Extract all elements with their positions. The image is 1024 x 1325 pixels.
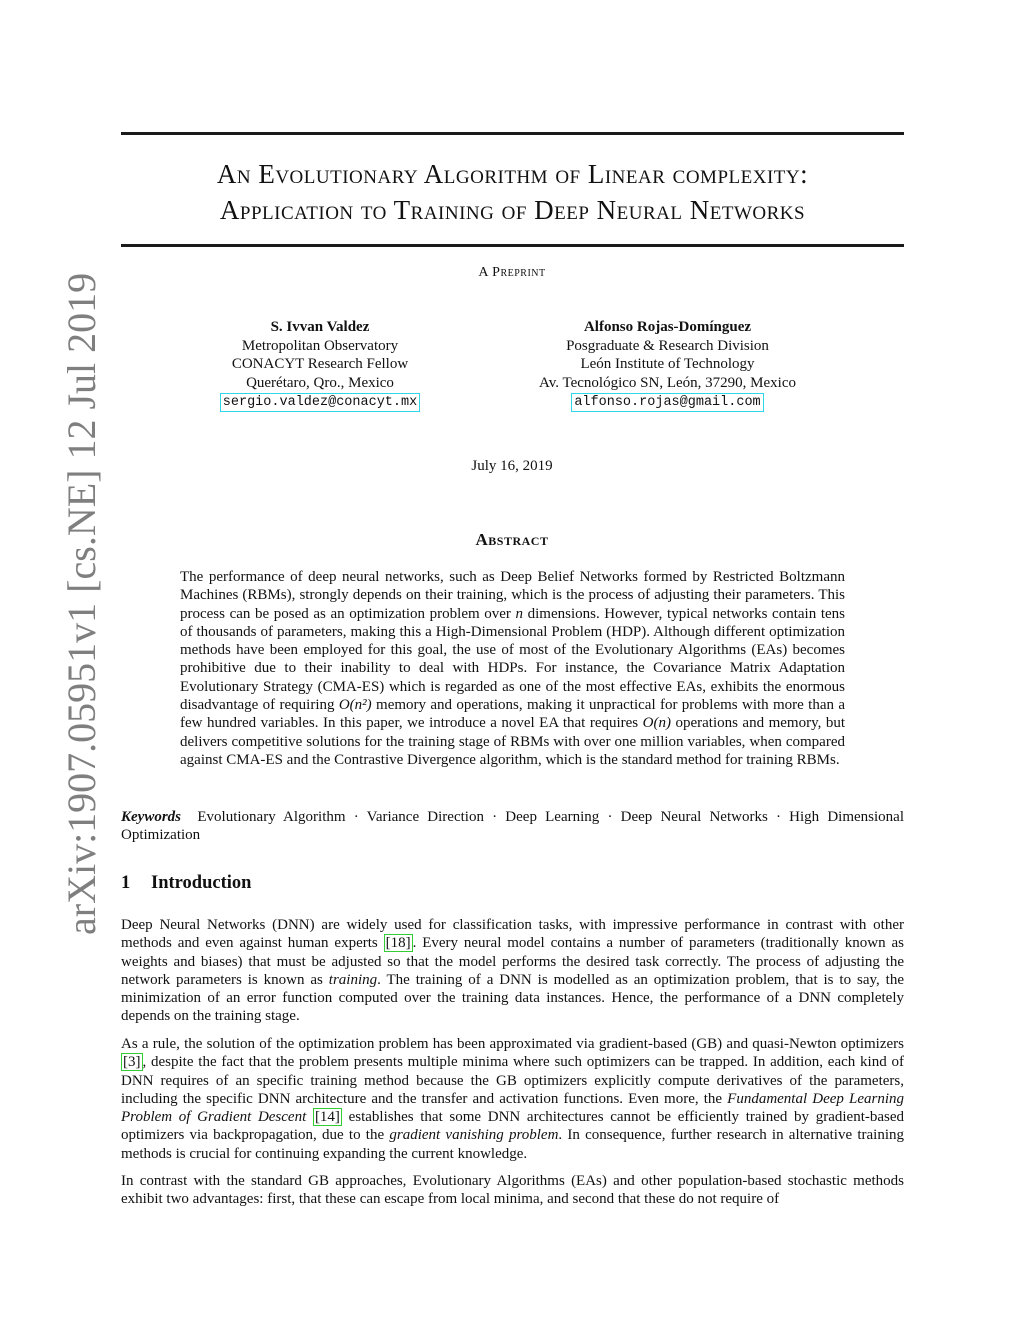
author-affiliation: CONACYT Research Fellow [231,356,409,372]
paragraph-text: , despite the fact that the problem presents multiple minima where such optimizers can be trapped. In addition, each kind of DNN requires of an specific training method because the GB optimizers explicitly compute derivatives of the parameters, including the specific DNN architecture and the transfer and activation functions. Even more, the [121,1054,904,1107]
title-line-1: An Evolutionary Algorithm of Linear complexity: [216,159,809,189]
author-block-1 [195,318,445,412]
keywords-label: Keywords [121,809,181,825]
author-block-2 [505,318,830,412]
author-email-link[interactable]: alfonso.rojas@gmail.com [571,393,763,412]
paragraph-text: establishes that some DNN architectures cannot be efficiently trained by gradient-based optimizers via backpropagation, due to the [121,1109,905,1144]
author-affiliation: Posgraduate & Research Division [566,337,769,354]
paragraph [121,916,904,1026]
title-line-2: Application to Training of Deep Neural Networks [219,195,806,225]
arxiv-sidebar [0,0,104,1325]
math-expression: O(n²) [338,697,372,714]
emphasis: training [328,971,378,988]
abstract-body [180,568,845,769]
paragraph-text: . Every neural model contains a number of parameters (traditionally known as weights and biases) that must be adjusted so that the model performs the desired task correctly. The process of adjusting the network parameters is known as [121,935,904,988]
author-affiliation: Querétaro, Qro., Mexico [246,374,394,391]
title-bottom-rule [121,244,904,247]
citation-link[interactable]: [3] [123,1054,141,1071]
abstract-text: operations and memory, but delivers competitive solutions for the training stage of RBMs with over one million variables, when compared against CMA-ES and the Contrastive Divergence algorithm, which is the standard method for training RBMs. [180,715,846,768]
paragraph-text: . The training of a DNN is modelled as an optimization problem, that is to say, the minimization of an error function computed over the training data instances. Hence, the performance of a DNN completely depends on the training stage. [121,971,904,1025]
author-name: Alfonso Rojas-Domínguez [583,319,752,335]
author-affiliation: León Institute of Technology [580,356,755,372]
author-affiliation: Av. Tecnológico SN, León, 37290, Mexico [539,374,796,391]
paragraph [121,1035,904,1163]
preprint-label: A Preprint [478,265,546,280]
author-email-link[interactable]: sergio.valdez@conacyt.mx [220,393,420,412]
paragraph-text: Deep Neural Networks (DNN) are widely used for classification tasks, with impressive performance in contrast with other methods and even against human experts [121,917,904,952]
math-expression: O(n) [642,715,671,732]
section-heading [121,873,251,894]
author-affiliation: Metropolitan Observatory [241,337,399,354]
keywords-text: Evolutionary Algorithm · Variance Direction · Deep Learning · Deep Neural Networks · High Dimensional Optimization [121,809,905,844]
abstract-text: memory and operations, making it unpractical for problems with more than a few hundred variables. In this paper, we introduce a novel EA that requires [180,697,846,732]
math-variable: n [515,605,524,622]
paragraph: In contrast with the standard GB approaches, Evolutionary Algorithms (EAs) and other population-based stochastic methods exhibit two advantages: first, that these can escape from local minima, and second that these do not require of [121,1173,904,1208]
emphasis: gradient vanishing problem [389,1127,559,1144]
abstract-heading: Abstract [475,530,549,549]
abstract-text: The performance of deep neural networks, such as Deep Belief Networks formed by Restricted Boltzmann Machines (RBMs), strongly depends on their training, which is the process of adjusting their parameters. This process can be posed as an optimization problem over [180,569,845,622]
publication-date: July 16, 2019 [471,458,553,474]
paragraph-text: . In consequence, further research in alternative training methods is crucial for continuing expanding the current knowledge. [121,1127,904,1162]
section-title: Introduction [151,873,252,893]
author-name: S. Ivvan Valdez [270,319,370,335]
citation-link[interactable]: [14] [314,1109,340,1126]
keywords [121,808,904,845]
paragraph-text [306,1109,313,1125]
title-top-rule [121,132,904,135]
emphasis: Fundamental Deep Learning Problem of Gradient Descent [121,1090,904,1126]
section-number: 1 [121,873,131,893]
paragraph-text: As a rule, the solution of the optimization problem has been approximated via gradient-based (GB) and quasi-Newton optimizers [121,1036,904,1052]
arxiv-identifier: arXiv:1907.05951v1 [cs.NE] 12 Jul 2019 [59,272,104,935]
paper-title [121,156,904,228]
citation-link[interactable]: [18] [385,935,411,952]
abstract-text: dimensions. However, typical networks contain tens of thousands of parameters, making this a High-Dimensional Problem (HDP). Although different optimization methods have been employed for this goal, the use of most of the Evolutionary Algorithms (EAs) becomes prohibitive due to their inability to deal with HDPs. For instance, the Covariance Matrix Adaptation Evolutionary Strategy (CMA-ES) which is regarded as one of the most effective EAs, exhibits the enormous disadvantage of requiring [180,605,845,714]
